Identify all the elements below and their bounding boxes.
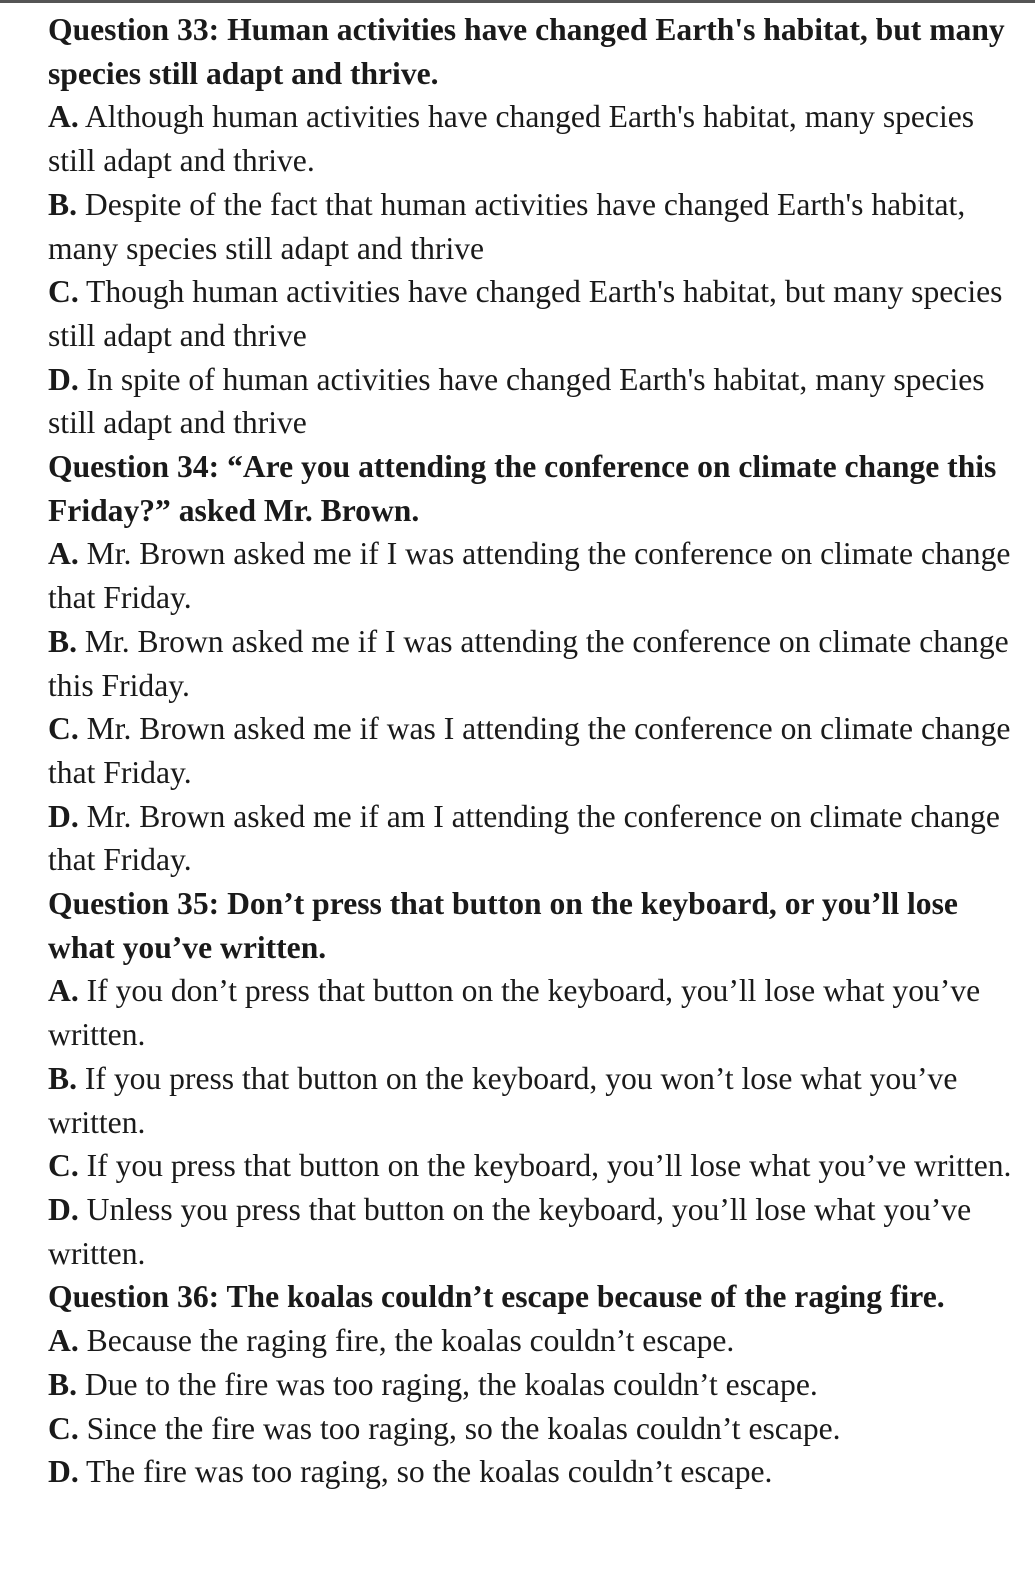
question-prompt: The koalas couldn’t escape because of the raging fire. — [226, 1279, 945, 1315]
option-text: Mr. Brown asked me if am I attending the conference on climate change that Friday. — [48, 798, 1000, 878]
option-letter: A. — [48, 536, 79, 572]
question-prompt: “Are you attending the conference on climate change this Friday?” asked Mr. Brown. — [48, 449, 997, 528]
option-text: The fire was too raging, so the koalas couldn’t escape. — [86, 1454, 773, 1490]
option-letter: A. — [48, 99, 79, 135]
option-letter: C. — [48, 1410, 79, 1446]
question-heading — [48, 8, 1023, 95]
option-letter: D. — [48, 361, 79, 397]
question-heading — [48, 445, 1023, 532]
option-text: In spite of human activities have changed Earth's habitat, many species still adapt and thrive — [48, 361, 985, 441]
option-text: Mr. Brown asked me if was I attending the conference on climate change that Friday. — [48, 711, 1011, 790]
option-c — [48, 707, 1023, 794]
option-text: Despite of the fact that human activities have changed Earth's habitat, many species still adapt and thrive — [48, 186, 966, 266]
option-letter: C. — [48, 1148, 79, 1184]
option-text: Due to the fire was too raging, the koalas couldn’t escape. — [84, 1366, 818, 1402]
option-c — [48, 270, 1023, 357]
option-letter: B. — [48, 1366, 77, 1402]
option-text: Unless you press that button on the keyboard, you’ll lose what you’ve written. — [48, 1191, 972, 1271]
option-text: Mr. Brown asked me if I was attending the conference on climate change this Friday. — [48, 623, 1009, 703]
option-letter: A. — [48, 973, 79, 1009]
top-border-rule — [0, 0, 1035, 3]
question-heading — [48, 882, 1023, 969]
option-d — [48, 795, 1023, 882]
question-heading — [48, 1275, 1023, 1319]
option-b — [48, 183, 1023, 270]
option-text: If you don’t press that button on the keyboard, you’ll lose what you’ve written. — [48, 973, 981, 1053]
option-d — [48, 358, 1023, 445]
option-text: If you press that button on the keyboard, you won’t lose what you’ve written. — [48, 1060, 958, 1140]
option-b — [48, 1363, 1023, 1407]
option-letter: C. — [48, 711, 79, 747]
option-letter: D. — [48, 1454, 79, 1490]
option-letter: B. — [48, 186, 77, 222]
option-letter: D. — [48, 798, 79, 834]
question-label: Question 35: — [48, 886, 220, 922]
option-c — [48, 1407, 1023, 1451]
question-prompt: Human activities have changed Earth's habitat, but many species still adapt and thrive. — [48, 12, 1005, 91]
option-text: Although human activities have changed Earth's habitat, many species still adapt and thrive. — [48, 99, 975, 179]
option-text: Since the fire was too raging, so the koalas couldn’t escape. — [86, 1410, 841, 1446]
question-33 — [48, 8, 1023, 445]
option-a — [48, 532, 1023, 619]
option-a — [48, 1319, 1023, 1363]
option-letter: A. — [48, 1323, 79, 1359]
option-text: Though human activities have changed Earth's habitat, but many species still adapt and thrive — [48, 274, 1003, 353]
question-document — [48, 8, 1023, 1494]
option-text: Mr. Brown asked me if I was attending the conference on climate change that Friday. — [48, 536, 1011, 616]
question-36 — [48, 1275, 1023, 1494]
option-letter: D. — [48, 1191, 79, 1227]
question-label: Question 34: — [48, 449, 220, 485]
option-b — [48, 1057, 1023, 1144]
option-text: Because the raging fire, the koalas couldn’t escape. — [86, 1323, 735, 1359]
question-35 — [48, 882, 1023, 1275]
option-letter: C. — [48, 274, 79, 310]
option-b — [48, 620, 1023, 707]
question-prompt: Don’t press that button on the keyboard, or you’ll lose what you’ve written. — [48, 886, 958, 965]
option-letter: B. — [48, 623, 77, 659]
option-c — [48, 1144, 1023, 1188]
option-d — [48, 1188, 1023, 1275]
option-a — [48, 969, 1023, 1056]
question-label: Question 36: — [48, 1279, 220, 1315]
option-a — [48, 95, 1023, 182]
question-34 — [48, 445, 1023, 882]
option-letter: B. — [48, 1060, 77, 1096]
option-d — [48, 1450, 1023, 1494]
question-label: Question 33: — [48, 12, 220, 47]
option-text: If you press that button on the keyboard, you’ll lose what you’ve written. — [86, 1148, 1012, 1184]
